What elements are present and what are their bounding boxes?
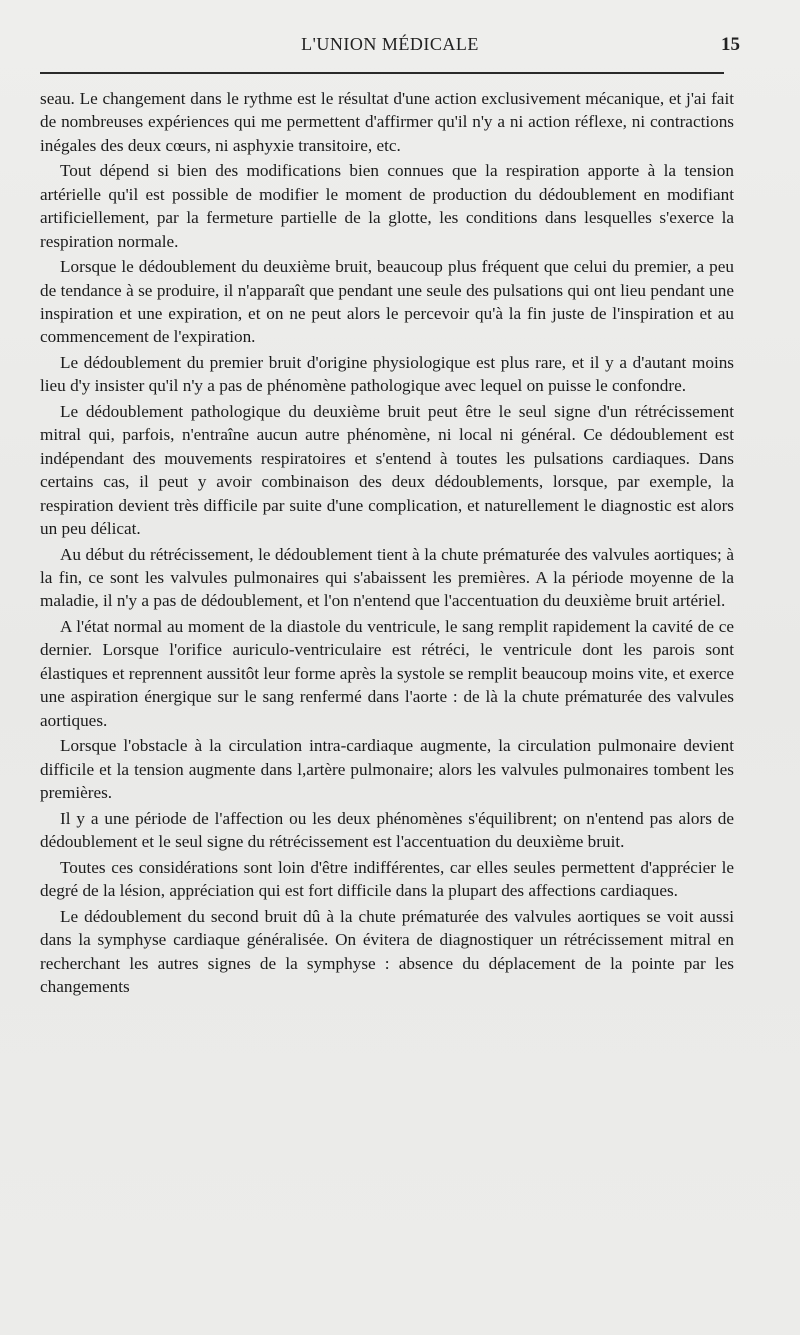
paragraph-8: Lorsque l'obstacle à la circulation intra-cardiaque augmente, la circulation pulmonaire devient difficile et la tension augmente dans l,artère pulmonaire; alors les valvules pulmonaires tombent les premières. — [40, 736, 734, 803]
paragraph-11: Le dédoublement du second bruit dû à la chute prématurée des valvules aortiques se voit aussi dans la symphyse cardiaque généralisée. On évitera de diagnostiquer un rétrécissement mitral en recherchant les autres signes de la symphyse : absence du déplacement de la pointe par les changements — [40, 906, 734, 996]
running-title: L'UNION MÉDICALE — [301, 34, 479, 54]
page-header — [40, 34, 740, 60]
paragraph-7: A l'état normal au moment de la diastole du ventricule, le sang remplit rapidement la cavité de ce dernier. Lorsque l'orifice auriculo-ventriculaire est rétréci, le ventricule dont les parois sont élastiques et reprennent aussitôt leur forme après la systole se remplit beaucoup moins vite, et exerce une aspiration énergique sur le sang renfermé dans l'aorte : de là la chute prématurée des valvules aortiques. — [40, 617, 734, 730]
paragraph-4: Le dédoublement du premier bruit d'origine physiologique est plus rare, et il y a d'autant moins lieu d'y insister qu'il n'y a pas de phénomène pathologique avec lequel on puisse le confondre. — [40, 353, 734, 396]
body-text — [40, 87, 734, 1001]
paragraph-5: Le dédoublement pathologique du deuxième bruit peut être le seul signe d'un rétrécissement mitral qui, parfois, n'entraîne aucun autre phénomène, ni local ni général. Ce dédoublement est indépendant des mouvements respiratoires et s'entend à toutes les pulsations cardiaques. Dans certains cas, il peut y avoir combinaison des deux dédoublements, lorsque, par exemple, la respiration devient très difficile par suite d'une complication, et naturellement le diagnostic est alors un peu délicat. — [40, 402, 734, 539]
paragraph-9: Il y a une période de l'affection ou les deux phénomènes s'équilibrent; on n'entend pas alors de dédoublement et le seul signe du rétrécissement est l'accentuation du deuxième bruit. — [40, 808, 734, 852]
paragraph-3: Lorsque le dédoublement du deuxième bruit, beaucoup plus fréquent que celui du premier, a peu de tendance à se produire, il n'apparaît que pendant une seule des pulsations qui ont lieu pendant une inspiration et une expiration, et on ne peut alors le percevoir qu'à la fin juste de l'inspiration et au commencement de l'expiration. — [40, 257, 734, 347]
header-rule — [40, 72, 724, 74]
paragraph-1: seau. Le changement dans le rythme est le résultat d'une action exclusivement mécanique, et j'ai fait de nombreuses expériences qui me permettent d'affirmer qu'il n'y a ni action réflexe, ni contractions inégales des deux cœurs, ni asphyxie transitoire, etc. — [40, 89, 734, 155]
page-number: 15 — [721, 34, 740, 55]
paragraph-10: Toutes ces considérations sont loin d'être indifférentes, car elles seules permettent d'apprécier le degré de la lésion, appréciation qui est fort difficile dans la plupart des affections cardiaques. — [40, 857, 734, 901]
paragraph-6: Au début du rétrécissement, le dédoublement tient à la chute prématurée des valvules aortiques; à la fin, ce sont les valvules pulmonaires qui s'abaissent les premières. A la période moyenne de la maladie, il n'y a pas de dédoublement, et l'on n'entend que l'accentuation du deuxième bruit artériel. — [40, 544, 734, 611]
paragraph-2: Tout dépend si bien des modifications bien connues que la respiration apporte à la tension artérielle qu'il est possible de modifier le moment de production du dédoublement en modifiant artificiellement, par la fermeture partielle de la glotte, les conditions dans lesquelles s'exerce la respiration normale. — [40, 161, 734, 251]
